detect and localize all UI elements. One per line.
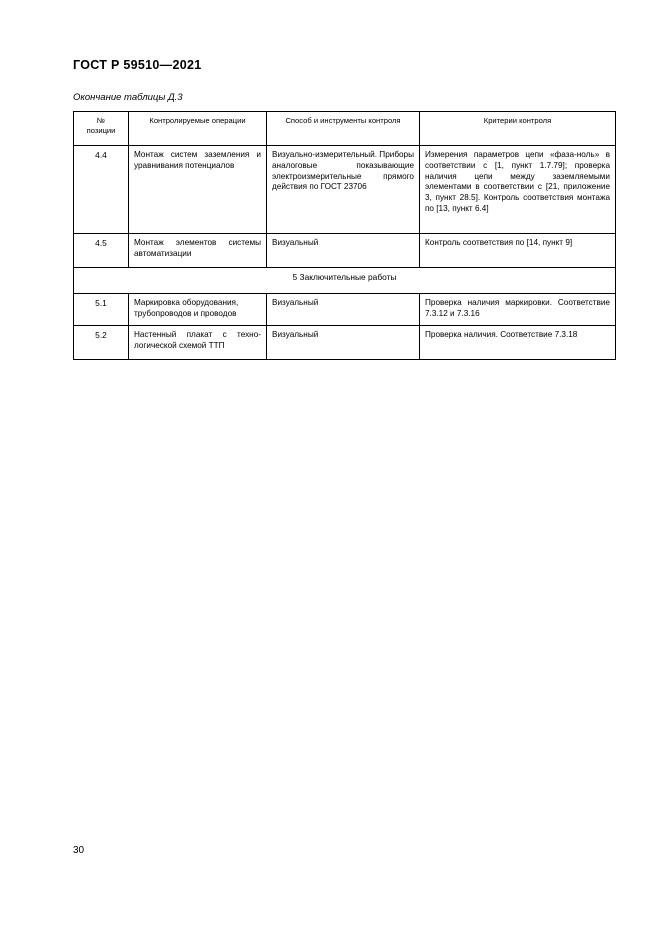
table-section-row bbox=[74, 268, 616, 294]
section-title: 5 Заключительные работы bbox=[74, 268, 616, 294]
cell-operation: Маркировка оборудования, трубопроводов и проводов bbox=[129, 294, 267, 326]
table-container bbox=[73, 111, 615, 360]
cell-method: Визуальный bbox=[267, 234, 420, 268]
cell-method: Визуальный bbox=[267, 326, 420, 360]
column-header-position bbox=[74, 112, 129, 146]
cell-method: Визуальный bbox=[267, 294, 420, 326]
page-title: ГОСТ Р 59510—2021 bbox=[73, 58, 202, 72]
cell-operation: Настенный плакат с технологической схемой ТТП bbox=[129, 326, 267, 360]
cell-operation: Монтаж систем заземления и уравнивания потенциалов bbox=[129, 146, 267, 234]
inspection-operations-table bbox=[73, 111, 616, 360]
table-header-row bbox=[74, 112, 616, 146]
table-row bbox=[74, 326, 616, 360]
table-row bbox=[74, 146, 616, 234]
cell-criteria: Контроль соответствия по [14, пункт 9] bbox=[420, 234, 616, 268]
table-body bbox=[74, 146, 616, 360]
table-header bbox=[74, 112, 616, 146]
column-header-position-line1: № bbox=[96, 116, 106, 125]
column-header-position-line2: позиции bbox=[86, 125, 116, 135]
table-row bbox=[74, 234, 616, 268]
cell-method: Визуально-измерительный. Приборы аналоговые показывающие электроизмерительные прямого действия по ГОСТ 23706 bbox=[267, 146, 420, 234]
page-number: 30 bbox=[73, 845, 85, 856]
table-row bbox=[74, 294, 616, 326]
cell-position: 4.4 bbox=[74, 146, 129, 234]
cell-operation: Монтаж элементов системы автоматизации bbox=[129, 234, 267, 268]
column-header-operations: Контролируемые операции bbox=[129, 112, 267, 146]
column-header-method: Способ и инструменты контроля bbox=[267, 112, 420, 146]
cell-position: 5.1 bbox=[74, 294, 129, 326]
cell-criteria: Проверка наличия. Соответствие 7.3.18 bbox=[420, 326, 616, 360]
cell-position: 4.5 bbox=[74, 234, 129, 268]
table-caption: Окончание таблицы Д.3 bbox=[73, 92, 183, 103]
cell-criteria: Проверка наличия маркировки. Соответствие 7.3.12 и 7.3.16 bbox=[420, 294, 616, 326]
cell-criteria: Измерения параметров цепи «фаза-ноль» в соответствии с [1, пункт 1.7.79]; проверка наличия цепи между заземляемыми элементами в соответствии с [21, приложение 3, пункт 28.5]. Контроль соответствия монтажа по [13, пункт 6.4] bbox=[420, 146, 616, 234]
column-header-criteria: Критерии контроля bbox=[420, 112, 616, 146]
cell-position: 5.2 bbox=[74, 326, 129, 360]
